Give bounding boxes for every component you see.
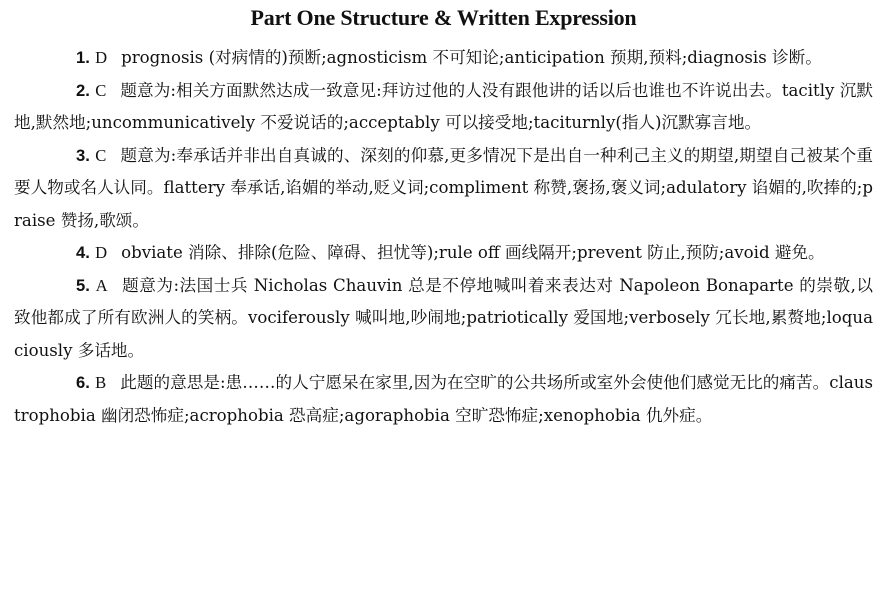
- explanation-text: 题意为:相关方面默然达成一致意见:拜访过他的人没有跟他讲的话以后也谁也不许说出去。tacitly 沉默地,默然地;uncommunicatively 不爱说话的;acceptably 可以接受地;taciturnly(指人)沉默寡言地。: [14, 80, 873, 132]
- explanation-text: prognosis (对病情的)预断;agnosticism 不可知论;anticipation 预期,预料;diagnosis 诊断。: [121, 48, 822, 67]
- question-number: 6.: [76, 373, 90, 392]
- answer-letter: C: [95, 80, 107, 100]
- section-title: Part One Structure & Written Expression: [250, 5, 637, 30]
- answer-entry-4: [14, 237, 873, 270]
- question-number: 5.: [76, 275, 90, 295]
- explanation-text: 此题的意思是:患……的人宁愿呆在家里,因为在空旷的公共场所或室外会使他们感觉无比的痛苦。claustrophobia 幽闭恐怖症;acrophobia 恐高症;agoraphobia 空旷恐怖症;xenophobia 仇外症。: [14, 373, 873, 425]
- answer-letter: A: [95, 275, 108, 295]
- explanation-text: 题意为:法国士兵 Nicholas Chauvin 总是不停地喊叫着来表达对 Napoleon Bonaparte 的崇敬,以致他都成了所有欧洲人的笑柄。vociferously 喊叫地,吵闹地;patriotically 爱国地;verbosely 冗长地,累赘地;loquaciously 多话地。: [14, 275, 874, 360]
- answer-entry-1: [14, 42, 873, 75]
- question-number: 2.: [76, 80, 90, 100]
- explanation-text: 题意为:奉承话并非出自真诚的、深刻的仰慕,更多情况下是出自一种利己主义的期望,期望自己被某个重要人物或名人认同。flattery 奉承话,谄媚的举动,贬义词;compliment 称赞,褒扬,褒义词;adulatory 谄媚的,吹捧的;praise 赞扬,歌颂。: [14, 145, 874, 230]
- answer-letter: D: [95, 243, 108, 262]
- question-number: 1.: [76, 48, 90, 67]
- answer-letter: B: [95, 373, 107, 392]
- answer-entry-2: [14, 75, 873, 140]
- answer-letter: C: [95, 145, 107, 165]
- question-number: 4.: [76, 243, 90, 262]
- answer-letter: D: [95, 48, 108, 67]
- explanation-text: obviate 消除、排除(危险、障碍、担忧等);rule off 画线隔开;prevent 防止,预防;avoid 避免。: [121, 243, 825, 262]
- question-number: 3.: [76, 145, 90, 165]
- answer-entry-3: [14, 140, 873, 238]
- answer-list: [14, 42, 873, 432]
- answer-entry-6: [14, 367, 873, 432]
- answer-entry-5: [14, 270, 873, 368]
